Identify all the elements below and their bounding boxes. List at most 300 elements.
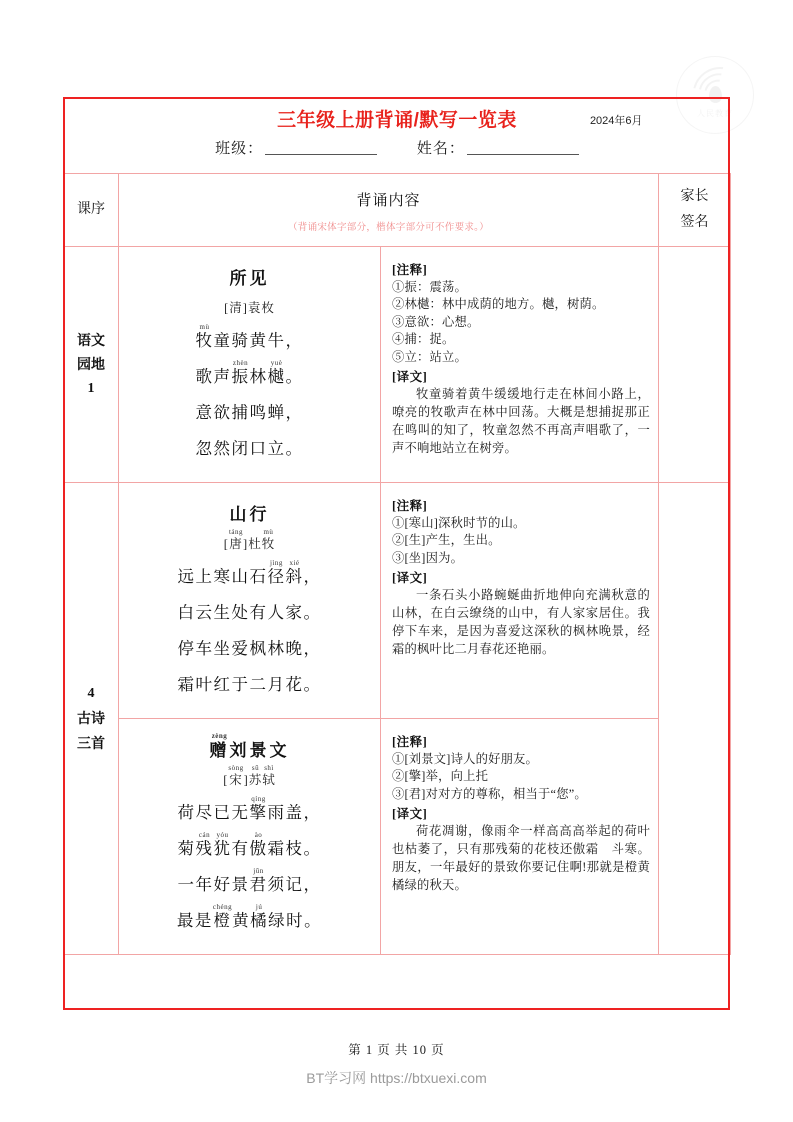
- ruby-unit: [262, 529, 276, 551]
- ruby-unit: [286, 560, 304, 587]
- order-line: 语文: [77, 331, 105, 348]
- hanzi: 林: [249, 366, 268, 386]
- hanzi: 刘: [229, 740, 250, 760]
- row-order-label: [64, 247, 119, 483]
- ruby-unit: [196, 560, 214, 587]
- hanzi: 停: [177, 638, 196, 658]
- notes-heading: [注释]: [392, 263, 428, 277]
- hanzi: 有: [231, 838, 250, 858]
- ruby-unit: [268, 324, 286, 351]
- column-header-signature: [659, 174, 731, 247]
- translation-text: 荷花凋谢，像雨伞一样高高高举起的荷叶也枯萎了，只有那残菊的花枝还傲霜 斗寒。朋友，一年最好的景致你要记住啊!那就是橙黄橘绿的秋天。: [392, 824, 650, 892]
- pinyin: xié: [289, 558, 300, 567]
- ruby-unit: [232, 396, 250, 423]
- note-item: ②[生]产生，生出。: [392, 533, 501, 548]
- hanzi: 行: [249, 504, 270, 524]
- entry-block: [119, 719, 658, 954]
- pinyin: mù: [199, 323, 210, 331]
- hanzi: 石: [249, 566, 268, 586]
- pinyin: [248, 293, 262, 301]
- ruby-unit: [248, 293, 262, 315]
- column-header-order: 课序: [64, 174, 119, 247]
- hanzi: 叶: [195, 674, 214, 694]
- poem-line: [125, 360, 374, 387]
- poem-line: [125, 560, 374, 587]
- pinyin: [230, 733, 250, 741]
- class-field-label: 班级：: [215, 141, 264, 157]
- pinyin: sòng: [228, 763, 244, 772]
- hanzi: 荷: [177, 802, 196, 822]
- ruby-unit: [304, 796, 322, 823]
- pinyin: chéng: [212, 902, 233, 911]
- ruby-unit: [196, 668, 214, 695]
- pinyin: zèng: [211, 731, 228, 740]
- note-item: ①振：震荡。: [392, 280, 467, 294]
- note-item: ②[擎]举，向上托: [392, 769, 489, 784]
- pinyin: [230, 497, 250, 505]
- hanzi: 时: [286, 910, 305, 930]
- hanzi: 枝: [285, 838, 304, 858]
- pinyin: [230, 261, 250, 269]
- poem-line: [125, 832, 374, 859]
- ruby-unit: [286, 796, 304, 823]
- ruby-unit: [214, 632, 232, 659]
- hanzi: 童: [213, 331, 232, 350]
- ruby-unit: [286, 596, 304, 623]
- poem-lines: [125, 560, 374, 695]
- hanzi: 欲: [213, 402, 232, 422]
- signature-header-line2: 签名: [680, 215, 709, 230]
- entry-block: [119, 247, 658, 482]
- ruby-unit: [214, 868, 232, 895]
- pinyin: qíng: [251, 794, 266, 803]
- hanzi: ]: [243, 772, 249, 787]
- hanzi: 枫: [249, 638, 268, 658]
- pinyin: cán: [198, 830, 211, 839]
- hanzi: 有: [249, 602, 268, 622]
- pinyin: jú: [255, 902, 263, 911]
- hanzi: 苏: [248, 772, 263, 787]
- row-order-label: [64, 482, 119, 954]
- hanzi: 景: [249, 740, 270, 760]
- hanzi: ，: [285, 331, 304, 350]
- ruby-unit: [268, 396, 286, 423]
- ruby-unit: [250, 432, 268, 459]
- hanzi: 黄: [232, 910, 251, 930]
- hanzi: 口: [249, 438, 268, 458]
- ruby-unit: [177, 904, 195, 931]
- hanzi: 闭: [231, 438, 250, 458]
- ruby-unit: [286, 396, 304, 423]
- hanzi: ]: [243, 536, 249, 551]
- hanzi: 景: [231, 874, 250, 894]
- hanzi: 尽: [195, 802, 214, 822]
- ruby-unit: [232, 360, 250, 387]
- site-watermark-text: BT学习网 https://btxuexi.com: [306, 1070, 487, 1086]
- hanzi: 年: [195, 874, 214, 894]
- ruby-unit: [232, 632, 250, 659]
- notes-pane: [381, 483, 658, 718]
- ruby-unit: [261, 293, 275, 315]
- column-header-content: [119, 174, 659, 247]
- poem-line: [125, 668, 374, 695]
- pinyin: zhèn: [232, 358, 249, 367]
- title-cell: [64, 97, 731, 174]
- hanzi: 牧: [195, 331, 214, 350]
- worksheet-table-wrapper: [63, 97, 730, 955]
- hanzi: 花: [285, 674, 304, 694]
- translation-heading: [译文]: [392, 807, 428, 822]
- ruby-unit: [232, 832, 250, 859]
- note-item: ③意欲：心想。: [392, 314, 480, 329]
- hanzi: 。: [285, 438, 304, 458]
- hanzi: 最: [176, 910, 195, 930]
- poem-line: [125, 868, 374, 895]
- document-date: 2024年6月: [589, 115, 643, 127]
- hanzi: ，: [303, 566, 322, 586]
- hanzi: 牛: [267, 331, 286, 350]
- ruby-unit: [286, 632, 304, 659]
- ruby-unit: [196, 360, 214, 387]
- name-field[interactable]: [417, 137, 579, 158]
- ruby-unit: [232, 432, 250, 459]
- ruby-unit: [250, 832, 268, 859]
- hanzi: 声: [213, 366, 232, 386]
- hanzi: 红: [213, 674, 232, 694]
- name-field-blank[interactable]: [467, 139, 579, 155]
- hanzi: 云: [195, 602, 214, 622]
- pinyin: [248, 529, 262, 537]
- translation-heading: [译文]: [392, 370, 428, 385]
- ruby-unit: [304, 560, 322, 587]
- row-content-cell: [119, 247, 659, 483]
- pinyin: shì: [264, 763, 274, 772]
- hanzi: ，: [303, 638, 322, 658]
- hanzi: 然: [213, 438, 232, 458]
- hanzi: 宋: [229, 772, 243, 787]
- hanzi: 君: [249, 874, 268, 894]
- ruby-unit: [214, 796, 232, 823]
- poem-author: [125, 529, 374, 552]
- watermark-label: 人民教育: [697, 109, 733, 118]
- ruby-unit: [249, 765, 263, 787]
- hanzi: 黄: [249, 331, 268, 350]
- poem-lines: [125, 324, 374, 459]
- notes-list: [392, 279, 650, 366]
- ruby-unit: [250, 733, 270, 761]
- ruby-unit: [224, 293, 248, 315]
- pinyin: yuè: [270, 358, 283, 367]
- hanzi: 爱: [231, 638, 250, 658]
- ruby-unit: [228, 765, 243, 787]
- hanzi: 擎: [249, 802, 268, 822]
- note-item: ②林樾：林中成荫的地方。樾，树荫。: [392, 297, 605, 312]
- ruby-unit: [250, 796, 268, 823]
- ruby-unit: [178, 632, 196, 659]
- hanzi: 捕: [231, 402, 250, 422]
- hanzi: [: [223, 536, 229, 551]
- ruby-unit: [268, 596, 286, 623]
- ruby-unit: [268, 668, 286, 695]
- poem-pane: [119, 483, 381, 718]
- ruby-unit: [304, 868, 322, 895]
- translation-text: 一条石头小路蜿蜒曲折地伸向充满秋意的山林，在白云缭绕的山中，有人家家居住。我停下车来，是因为喜爱这深秋的枫林晚景，经霜的枫叶比二月春花还艳丽。: [392, 588, 650, 656]
- column-header-content-note: （背诵宋体字部分，楷体字部分可不作要求。）: [287, 223, 490, 233]
- ruby-unit: [196, 832, 214, 859]
- hanzi: 。: [285, 366, 304, 386]
- notes-heading: [注释]: [392, 734, 428, 749]
- hanzi: 鸣: [249, 402, 268, 422]
- entry-block: [119, 483, 658, 719]
- hanzi: 菊: [177, 838, 196, 858]
- hanzi: 立: [267, 438, 286, 458]
- hanzi: 橘: [250, 910, 269, 930]
- hanzi: [清]: [224, 301, 248, 315]
- ruby-unit: [250, 324, 268, 351]
- hanzi: 山: [229, 504, 250, 524]
- ruby-unit: [229, 529, 243, 551]
- hanzi: 意: [195, 402, 214, 422]
- hanzi: ，: [303, 802, 322, 822]
- poem-line: [125, 632, 374, 659]
- ruby-unit: [214, 560, 232, 587]
- ruby-unit: [268, 796, 286, 823]
- ruby-unit: [250, 904, 268, 931]
- order-line: 1: [87, 380, 95, 396]
- hanzi: 所: [229, 269, 250, 288]
- ruby-unit: [286, 360, 304, 387]
- pinyin: sū: [251, 763, 260, 772]
- ruby-unit: [304, 832, 322, 859]
- order-line: 4: [87, 685, 95, 701]
- hanzi: 林: [267, 638, 286, 658]
- notes-list: [392, 515, 650, 567]
- hanzi: ，: [285, 402, 304, 422]
- ruby-unit: [196, 596, 214, 623]
- ruby-unit: [250, 396, 268, 423]
- ruby-unit: [232, 904, 250, 931]
- hanzi: 一: [177, 874, 196, 894]
- ruby-unit: [232, 868, 250, 895]
- hanzi: 残: [195, 838, 214, 858]
- ruby-unit: [268, 360, 286, 387]
- hanzi: 赠: [209, 740, 230, 760]
- note-item: ③[坐]因为。: [392, 550, 464, 565]
- hanzi: 须: [267, 874, 286, 894]
- hanzi: 振: [231, 366, 250, 386]
- hanzi: 雨: [267, 802, 286, 822]
- note-item: ①[寒山]深秋时节的山。: [392, 515, 526, 530]
- hanzi: 上: [195, 566, 214, 586]
- signature-cell[interactable]: [659, 247, 731, 483]
- hanzi: 盖: [285, 802, 304, 822]
- poem-title: [125, 497, 374, 525]
- hanzi: 唐: [229, 536, 243, 551]
- ruby-unit: [270, 733, 290, 761]
- hanzi: 车: [195, 638, 214, 658]
- ruby-unit: [195, 904, 213, 931]
- ruby-unit: [268, 432, 286, 459]
- class-field[interactable]: [215, 137, 377, 158]
- ruby-unit: [232, 668, 250, 695]
- ruby-unit: [248, 529, 262, 551]
- ruby-unit: [286, 668, 304, 695]
- hanzi: 无: [231, 802, 250, 822]
- hanzi: 牧: [261, 536, 276, 551]
- note-item: ①[刘景文]诗人的好朋友。: [392, 751, 539, 766]
- hanzi: 犹: [213, 838, 232, 858]
- ruby-unit: [250, 632, 268, 659]
- hanzi: 。: [304, 910, 323, 930]
- ruby-unit: [250, 261, 270, 289]
- poem-lines: [125, 796, 374, 931]
- pinyin: [224, 293, 248, 301]
- ruby-unit: [214, 324, 232, 351]
- ruby-unit: [178, 560, 196, 587]
- page-title: 三年级上册背诵/默写一览表: [277, 110, 517, 131]
- ruby-unit: [232, 796, 250, 823]
- hanzi: 斜: [285, 566, 304, 586]
- ruby-unit: [214, 596, 232, 623]
- ruby-unit: [232, 596, 250, 623]
- hanzi: 人: [267, 602, 286, 622]
- column-header-content-title: 背诵内容: [356, 193, 421, 209]
- ruby-unit: [178, 668, 196, 695]
- ruby-unit: [230, 261, 250, 289]
- ruby-unit: [178, 832, 196, 859]
- hanzi: 于: [231, 674, 250, 694]
- poem-line: [125, 796, 374, 823]
- order-line: 三首: [77, 734, 105, 751]
- hanzi: 绿: [268, 910, 287, 930]
- ruby-unit: [304, 904, 322, 931]
- hanzi: 处: [231, 602, 250, 622]
- table-row: [64, 247, 731, 483]
- hanzi: 坐: [213, 638, 232, 658]
- hanzi: 生: [213, 602, 232, 622]
- notes-heading: [注释]: [392, 498, 428, 513]
- signature-cell[interactable]: [659, 482, 731, 954]
- translation-text: 牧童骑着黄牛缓缓地行走在林间小路上，嘹亮的牧歌声在林中回荡。大概是想捕捉那正在鸣叫的知了，牧童忽然不再高声唱歌了，一声不响地站立在树旁。: [392, 387, 650, 455]
- hanzi: 霜: [177, 674, 196, 694]
- notes-list: [392, 751, 650, 803]
- signature-header-line1: 家长: [680, 189, 709, 205]
- hanzi: 径: [267, 566, 286, 586]
- hanzi: [: [223, 772, 229, 787]
- ruby-unit: [210, 733, 230, 761]
- pinyin: [250, 261, 270, 269]
- hanzi: 蝉: [267, 402, 286, 422]
- hanzi: 是: [194, 910, 213, 930]
- note-item: ③[君]对对方的尊称，相当于“您”。: [392, 786, 587, 801]
- ruby-unit: [262, 765, 276, 787]
- ruby-unit: [230, 733, 250, 761]
- pinyin: [261, 293, 275, 301]
- poem-line: [125, 324, 374, 351]
- ruby-unit: [230, 497, 250, 525]
- class-field-blank[interactable]: [265, 139, 377, 155]
- poem-pane: [119, 719, 381, 954]
- ruby-unit: [268, 904, 286, 931]
- ruby-unit: [196, 396, 214, 423]
- ruby-unit: [268, 868, 286, 895]
- hanzi: 白: [177, 602, 196, 622]
- poem-author: [125, 293, 374, 316]
- hanzi: 已: [213, 802, 232, 822]
- ruby-unit: [250, 560, 268, 587]
- poem-line: [125, 904, 374, 931]
- ruby-unit: [232, 560, 250, 587]
- ruby-unit: [268, 560, 286, 587]
- ruby-unit: [250, 668, 268, 695]
- hanzi: 。: [303, 602, 322, 622]
- ruby-unit: [214, 832, 232, 859]
- column-header-row: [64, 174, 731, 247]
- hanzi: 樾: [267, 366, 286, 386]
- ruby-unit: [286, 904, 304, 931]
- pinyin: [270, 733, 290, 741]
- ruby-unit: [250, 596, 268, 623]
- note-item: ④捕：捉。: [392, 332, 455, 347]
- ruby-unit: [196, 324, 214, 351]
- order-line: 园地: [77, 356, 105, 373]
- ruby-unit: [196, 868, 214, 895]
- hanzi: 二: [249, 674, 268, 694]
- ruby-unit: [214, 668, 232, 695]
- poem-line: [125, 396, 374, 423]
- ruby-unit: [196, 432, 214, 459]
- pinyin: jūn: [253, 866, 264, 875]
- ruby-unit: [178, 796, 196, 823]
- poem-pane: [119, 247, 381, 482]
- title-row: [64, 97, 731, 174]
- pinyin: táng: [228, 527, 244, 536]
- hanzi: 家: [285, 602, 304, 622]
- hanzi: 见: [249, 269, 270, 288]
- hanzi: 橙: [213, 910, 232, 930]
- hanzi: 月: [267, 674, 286, 694]
- hanzi: 杜: [248, 536, 262, 551]
- ruby-unit: [214, 432, 232, 459]
- ruby-unit: [178, 596, 196, 623]
- hanzi: 晚: [285, 638, 304, 658]
- hanzi: 山: [231, 566, 250, 586]
- table-row: [64, 482, 731, 954]
- ruby-unit: [250, 868, 268, 895]
- hanzi: 傲: [249, 838, 268, 858]
- ruby-unit: [304, 668, 322, 695]
- ruby-unit: [232, 324, 250, 351]
- page-number: 第 1 页 共 10 页: [348, 1043, 445, 1057]
- pinyin: yóu: [216, 830, 229, 839]
- poem-line: [125, 432, 374, 459]
- hanzi: 霜: [267, 838, 286, 858]
- ruby-unit: [214, 396, 232, 423]
- ruby-unit: [214, 360, 232, 387]
- ruby-unit: [304, 632, 322, 659]
- hanzi: 轼: [262, 772, 276, 787]
- ruby-unit: [250, 497, 270, 525]
- ruby-unit: [304, 596, 322, 623]
- ruby-unit: [250, 360, 268, 387]
- hanzi: ，: [303, 874, 322, 894]
- hanzi: 好: [213, 874, 232, 894]
- hanzi: 寒: [213, 566, 232, 586]
- translation-heading: [译文]: [392, 571, 428, 586]
- notes-pane: [381, 247, 658, 482]
- poem-title: [125, 261, 374, 289]
- name-field-label: 姓名：: [416, 141, 465, 157]
